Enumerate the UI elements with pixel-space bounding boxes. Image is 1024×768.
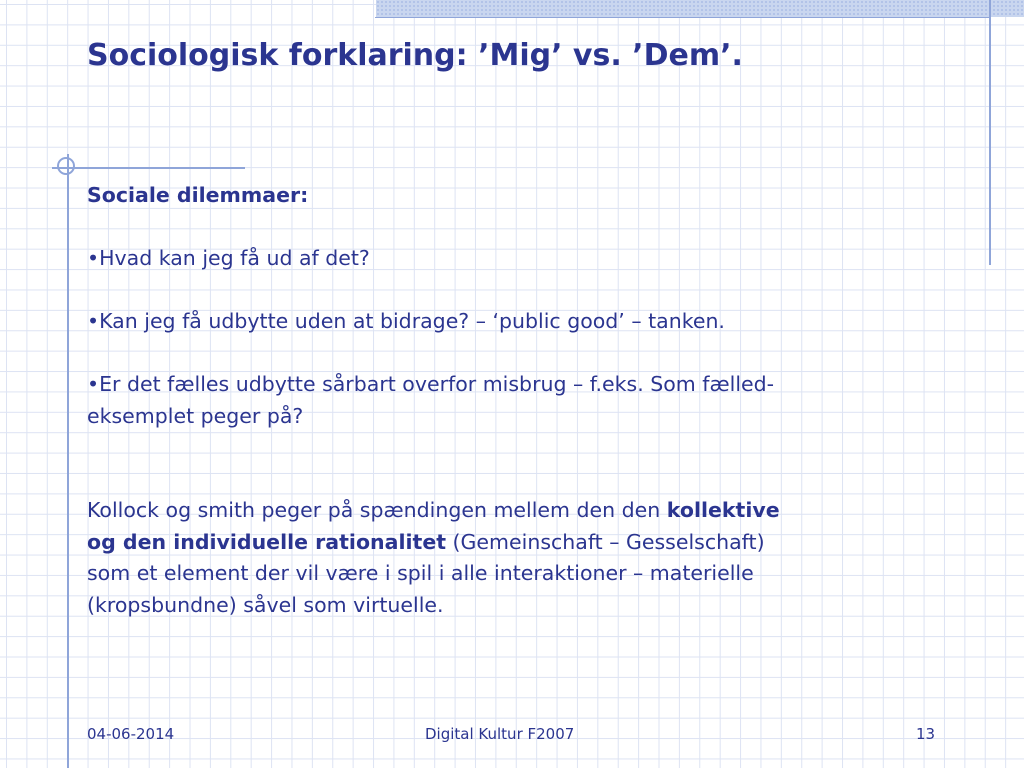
spacer [87, 432, 787, 495]
spacer [87, 275, 787, 307]
right-vertical-line [989, 0, 991, 265]
footer-date: 04-06-2014 [87, 725, 175, 743]
bullet-item: •Kan jeg få udbytte uden at bidrage? – ‘public good’ – tanken. [87, 309, 725, 333]
footer-course-title: Digital Kultur F2007 [425, 725, 575, 743]
left-horizontal-line [52, 167, 245, 169]
spacer [87, 212, 787, 244]
spacer [87, 338, 787, 370]
top-decorative-band [376, 0, 1024, 17]
slide-number: 13 [916, 725, 936, 743]
corner-ring-ornament [57, 157, 75, 175]
top-divider-line [375, 17, 990, 18]
bullet-item: •Er det fælles udbytte sårbart overfor misbrug – f.eks. Som fælled-eksemplet peger på? [87, 372, 775, 428]
bullet-item: •Hvad kan jeg få ud af det? [87, 246, 370, 270]
slide-body [87, 180, 787, 621]
section-heading: Sociale dilemmaer: [87, 183, 309, 207]
slide-title: Sociologisk forklaring: ’Mig’ vs. ’Dem’. [87, 38, 743, 73]
paragraph-intro: Kollock og smith peger på spændingen mellem den den [87, 498, 667, 522]
body-paragraph [87, 495, 787, 621]
paragraph-rest: (Gemeinschaft – Gesselschaft) som et element der vil være i spil i alle interaktioner – materielle (kropsbundne) såvel som virtuelle. [87, 529, 765, 617]
paragraph-emphasis: kollektive og den individuelle rationalitet [87, 498, 780, 554]
left-vertical-line [67, 154, 69, 768]
